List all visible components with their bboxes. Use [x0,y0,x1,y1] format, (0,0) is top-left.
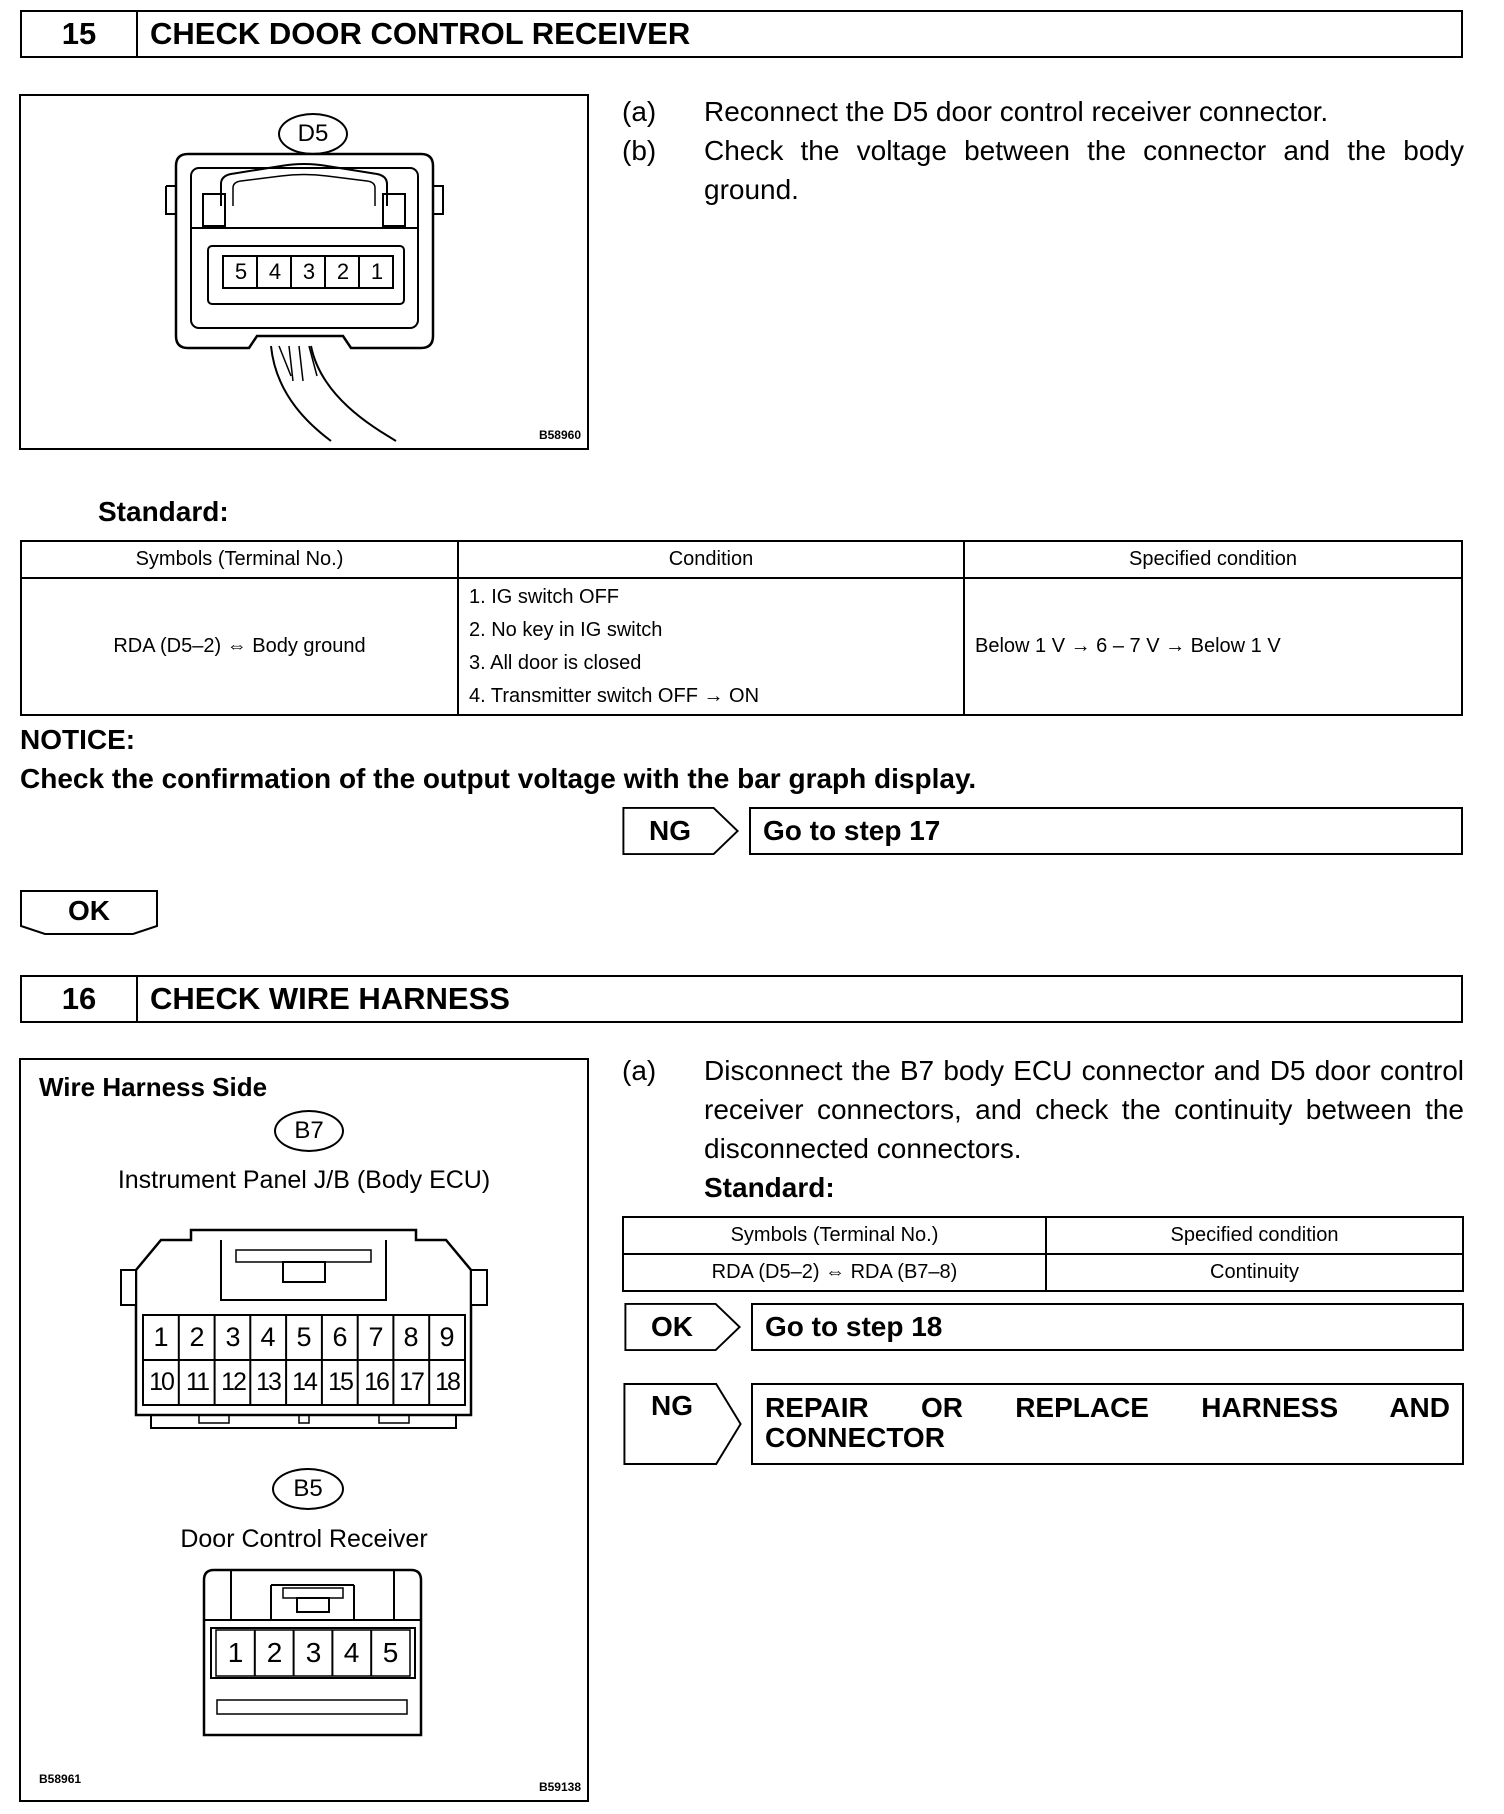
instruction-text: Disconnect the B7 body ECU connector and D5 door control receiver connectors, and check the continuity between the disconnected connectors. [704,1055,1464,1164]
ng-badge: NG [649,815,691,846]
ok-badge: OK [651,1311,693,1342]
instruction-text: Reconnect the D5 door control receiver connector. [704,96,1329,127]
ng-badge: NG [651,1390,693,1421]
step-title: CHECK WIRE HARNESS [150,981,510,1016]
step-15-header [20,10,1463,58]
b7-name: Instrument Panel J/B (Body ECU) [117,1166,491,1194]
table-header: Condition [458,541,964,578]
b7-pin: 5 [296,1322,312,1352]
d5-callout-label: D5 [297,120,329,147]
ok-badge-tab [20,890,158,936]
b7-pin: 18 [435,1368,459,1396]
b7-pin: 13 [256,1368,280,1396]
instruction-text: Check the voltage between the connector and the body ground. [704,135,1464,205]
ng-result-row [620,807,1463,855]
condition-item: 2. No key in IG switch [469,618,663,641]
step-title: CHECK DOOR CONTROL RECEIVER [150,16,691,51]
b7-pin: 6 [332,1322,348,1352]
standard-heading: Standard: [704,1172,835,1203]
b7-callout [274,1110,344,1152]
table-cell-symbols: RDA (D5–2) ⇔ Body ground [21,578,458,715]
table-cell: Continuity [1046,1254,1463,1291]
go-to-step-17: Go to step 17 [749,807,1463,855]
condition-item: 4. Transmitter switch OFF → ON [469,684,760,707]
step-number: 16 [22,977,138,1021]
b7-pin: 4 [260,1322,276,1352]
b5-pin: 5 [382,1637,399,1668]
instruction-a [622,1051,1464,1171]
b7-pin: 7 [368,1322,384,1352]
instruction-label: (b) [622,135,657,166]
b7-pin: 2 [189,1322,205,1352]
condition-item: 3. All door is closed [469,651,642,674]
d5-connector-figure [19,94,589,450]
standard-heading: Standard: [98,496,229,527]
instruction-label: (a) [622,96,657,127]
table-cell-specified: Below 1 V → 6 – 7 V → Below 1 V [964,578,1462,715]
table-cell-conditions [458,578,964,715]
wire-harness-side-label: Wire Harness Side [39,1072,268,1102]
table-header: Specified condition [1046,1217,1463,1254]
d5-pin: 2 [336,259,350,284]
b5-pin: 3 [305,1637,322,1668]
notice-text: Check the confirmation of the output voltage with the bar graph display. [20,763,977,794]
figure-code-right: B59138 [538,1780,581,1794]
standard-table [622,1216,1464,1292]
d5-callout [278,113,348,155]
b5-pin: 1 [227,1637,244,1668]
b7-pin: 10 [149,1368,173,1396]
b5-name: Door Control Receiver [180,1525,428,1553]
repair-or-replace: REPAIR OR REPLACE HARNESS AND CONNECTOR [751,1383,1464,1465]
d5-pin: 3 [302,259,316,284]
table-header: Symbols (Terminal No.) [21,541,458,578]
b5-callout [272,1468,344,1510]
b5-pin: 4 [343,1637,360,1668]
b7-pin: 12 [221,1368,245,1396]
d5-pin: 1 [370,259,384,284]
go-to-step-18: Go to step 18 [751,1303,1464,1351]
table-header: Symbols (Terminal No.) [623,1217,1046,1254]
instruction-a [622,92,1464,132]
step-16-header [20,975,1463,1023]
b7-pin: 14 [292,1368,316,1396]
notice-heading: NOTICE: [20,724,136,755]
step-number: 15 [22,12,138,56]
table-cell: RDA (D5–2) ⇔ RDA (B7–8) [623,1254,1046,1291]
b7-pin: 3 [225,1322,241,1352]
b7-pin: 1 [153,1322,169,1352]
b5-pin: 2 [266,1637,283,1668]
ng-result-row [622,1383,1464,1465]
standard-table [20,540,1463,716]
instruction-b [622,131,1464,211]
b7-pin: 16 [364,1368,388,1396]
figure-code: B58960 [538,428,581,442]
b7-callout-label: B7 [294,1117,324,1144]
b7-pin: 8 [403,1322,419,1352]
b5-callout-label: B5 [293,1475,323,1502]
b7-pin: 15 [328,1368,352,1396]
instruction-label: (a) [622,1055,657,1086]
wire-harness-figure [19,1058,589,1802]
condition-item: 1. IG switch OFF [469,585,620,608]
b7-pin: 9 [439,1322,455,1352]
ok-badge: OK [68,895,110,926]
figure-code-left: B58961 [39,1772,82,1786]
d5-pin: 5 [234,259,248,284]
d5-pin: 4 [268,259,282,284]
b7-pin: 11 [186,1368,208,1396]
table-header: Specified condition [964,541,1462,578]
b7-pin: 17 [399,1368,423,1396]
ok-result-row [622,1303,1464,1351]
